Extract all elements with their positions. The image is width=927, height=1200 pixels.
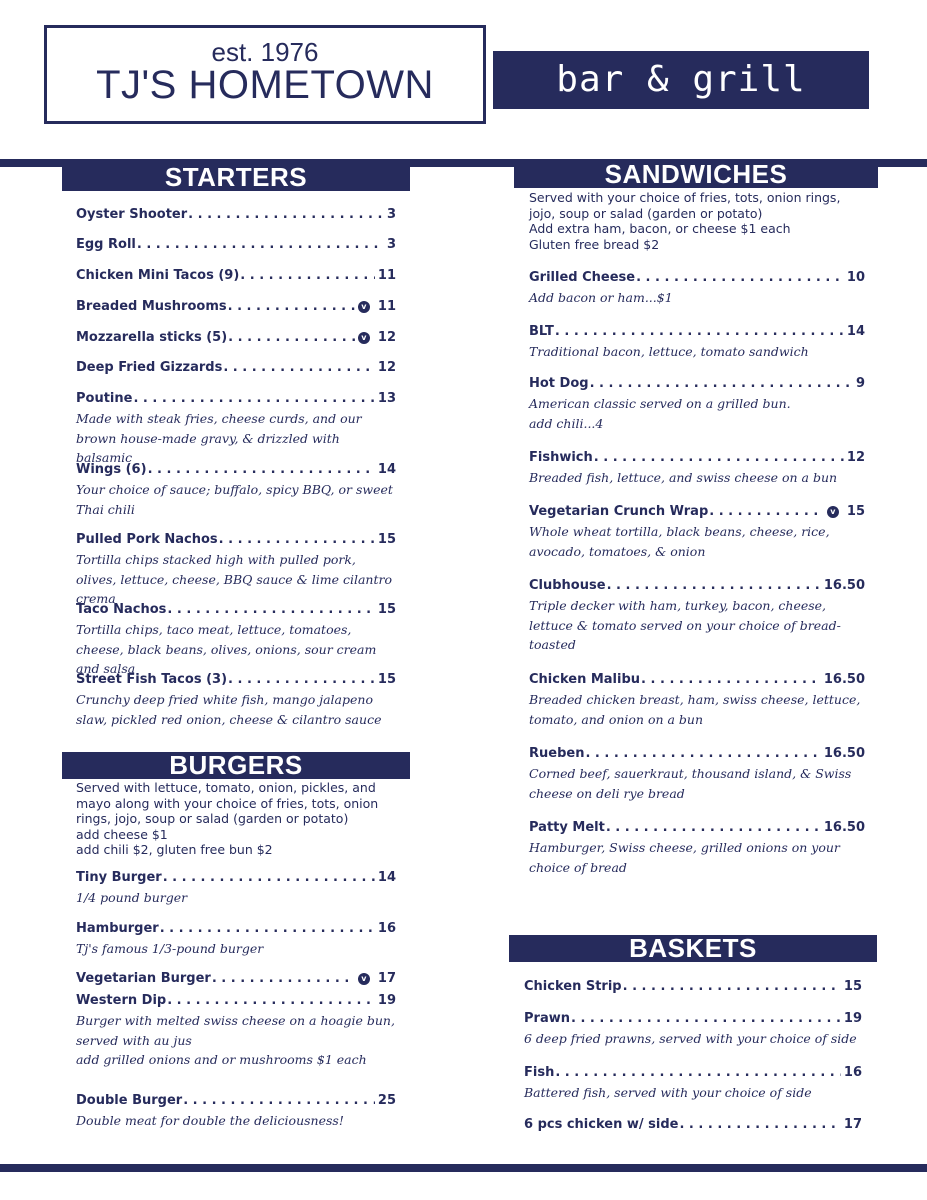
item-name: Western Dip — [76, 993, 167, 1008]
item-description — [76, 409, 396, 468]
baskets-item — [524, 979, 862, 995]
burgers-intro-line: Served with lettuce, tomato, onion, pickles, and — [76, 780, 376, 795]
item-price: 3 — [386, 237, 396, 252]
dot-leader — [163, 870, 375, 886]
menu-item-row — [529, 504, 865, 520]
menu-item-row — [529, 376, 865, 392]
item-description — [76, 888, 396, 908]
section-header-baskets: BASKETS — [509, 935, 877, 962]
item-name: Fishwich — [529, 450, 593, 465]
item-description — [76, 690, 396, 729]
dot-leader — [137, 237, 384, 253]
burgers-intro — [76, 780, 396, 858]
burgers-intro-line: rings, jojo, soup or salad (garden or potato) — [76, 811, 349, 826]
item-price: 15 — [846, 504, 865, 519]
starters-item — [76, 330, 396, 346]
baskets-item — [524, 1065, 862, 1103]
item-price: 17 — [377, 971, 396, 986]
item-price: 12 — [377, 360, 396, 375]
sandwiches-intro-line: Served with your choice of fries, tots, onion rings, — [529, 190, 841, 205]
section-header-starters: STARTERS — [62, 164, 410, 191]
burgers-item — [76, 870, 396, 908]
dot-leader — [679, 1117, 840, 1133]
item-price: 25 — [377, 1093, 396, 1108]
menu-item-row — [524, 1117, 862, 1133]
dot-leader — [183, 1093, 375, 1109]
item-name: Clubhouse — [529, 578, 606, 593]
starters-item — [76, 360, 396, 376]
menu-item-row — [76, 870, 396, 886]
item-name: Chicken Strip — [524, 979, 622, 994]
sandwiches-item — [529, 376, 865, 433]
item-price: 16.50 — [823, 672, 865, 687]
section-header-sandwiches: SANDWICHES — [514, 161, 878, 188]
tagline-banner: bar & grill — [493, 51, 869, 109]
dot-leader — [585, 746, 820, 762]
dot-leader — [228, 672, 375, 688]
menu-item-row — [529, 324, 865, 340]
item-name: Patty Melt — [529, 820, 605, 835]
description-line: Whole wheat tortilla, black beans, cheese, rice, avocado, tomatoes, & onion — [529, 524, 830, 559]
dot-leader — [160, 921, 375, 937]
dot-leader — [228, 299, 355, 315]
item-description — [529, 838, 865, 877]
item-description — [76, 1011, 396, 1070]
starters-item — [76, 268, 396, 284]
menu-item-row — [76, 268, 396, 284]
item-price: 16.50 — [823, 578, 865, 593]
menu-item-row — [76, 532, 396, 548]
menu-item-row — [529, 270, 865, 286]
burgers-intro-line: mayo along with your choice of fries, tots, onion — [76, 795, 379, 811]
item-price: 17 — [843, 1117, 862, 1132]
description-line: Your choice of sauce; buffalo, spicy BBQ, or sweet Thai chili — [76, 482, 393, 517]
menu-item-row — [76, 672, 396, 688]
item-name: Wings (6) — [76, 462, 147, 477]
description-line: Corned beef, sauerkraut, thousand island, & Swiss cheese on deli rye bread — [529, 766, 852, 801]
burgers-intro-line: add chili $2, gluten free bun $2 — [76, 842, 273, 857]
item-name: Street Fish Tacos (3) — [76, 672, 228, 687]
item-price: 3 — [386, 207, 396, 222]
dot-leader — [188, 207, 384, 223]
sandwiches-item — [529, 672, 865, 729]
description-line: 1/4 pound burger — [76, 890, 188, 905]
description-line: 6 deep fried prawns, served with your choice of side — [524, 1031, 857, 1046]
item-name: BLT — [529, 324, 554, 339]
item-name: Vegetarian Burger — [76, 971, 211, 986]
sandwiches-intro-line: jojo, soup or salad (garden or potato) — [529, 205, 763, 221]
item-name: Mozzarella sticks (5) — [76, 330, 228, 345]
item-price: 12 — [377, 330, 396, 345]
starters-item — [76, 391, 396, 468]
item-description — [524, 1029, 862, 1049]
item-name: Pulled Pork Nachos — [76, 532, 218, 547]
vegetarian-icon: v — [358, 973, 370, 985]
item-price: 16.50 — [823, 746, 865, 761]
item-price: 16.50 — [823, 820, 865, 835]
description-line: Tortilla chips stacked high with pulled pork, olives, lettuce, cheese, BBQ sauce & lime cilantro crema — [76, 552, 393, 606]
dot-leader — [228, 330, 355, 346]
item-price: 10 — [846, 270, 865, 285]
sandwiches-intro-line: Add extra ham, bacon, or cheese $1 each — [529, 221, 791, 236]
item-description — [529, 468, 865, 488]
baskets-item — [524, 1117, 862, 1133]
menu-item-row — [529, 578, 865, 594]
logo-box — [44, 25, 486, 124]
dot-leader — [133, 391, 374, 407]
menu-item-row — [76, 993, 396, 1009]
menu-item-row — [76, 360, 396, 376]
item-price: 15 — [377, 532, 396, 547]
item-name: Rueben — [529, 746, 585, 761]
burgers-item — [76, 971, 396, 987]
starters-item — [76, 299, 396, 315]
section-header-burgers: BURGERS — [62, 752, 410, 779]
description-line: Breaded fish, lettuce, and swiss cheese on a bun — [529, 470, 838, 485]
menu-item-row — [76, 299, 396, 315]
menu-item-row — [529, 672, 865, 688]
starters-item — [76, 532, 396, 609]
established-year: est. 1976 — [211, 37, 319, 67]
menu-item-row — [76, 330, 396, 346]
item-name: Tiny Burger — [76, 870, 162, 885]
menu-item-row — [76, 602, 396, 618]
starters-item — [76, 602, 396, 679]
item-price: 16 — [377, 921, 396, 936]
menu-item-row — [524, 1011, 862, 1027]
starters-item — [76, 207, 396, 223]
sandwiches-item — [529, 270, 865, 308]
item-price: 11 — [377, 299, 396, 314]
item-name: Oyster Shooter — [76, 207, 188, 222]
starters-item — [76, 462, 396, 519]
sandwiches-item — [529, 578, 865, 655]
burgers-intro-line: add cheese $1 — [76, 826, 168, 842]
dot-leader — [590, 376, 853, 392]
item-name: Hamburger — [76, 921, 159, 936]
item-name: Grilled Cheese — [529, 270, 636, 285]
item-description — [529, 764, 865, 803]
item-name: Breaded Mushrooms — [76, 299, 227, 314]
description-line: American classic served on a grilled bun. — [529, 396, 791, 411]
item-price: 16 — [843, 1065, 862, 1080]
item-name: Chicken Mini Tacos (9) — [76, 268, 240, 283]
item-price: 15 — [377, 602, 396, 617]
item-description — [76, 939, 396, 959]
sandwiches-item — [529, 820, 865, 877]
dot-leader — [606, 820, 821, 836]
item-description — [529, 596, 865, 655]
dot-leader — [167, 993, 375, 1009]
menu-item-row — [76, 207, 396, 223]
bottom-divider — [0, 1164, 927, 1172]
restaurant-name: TJ'S HOMETOWN — [96, 63, 434, 107]
dot-leader — [623, 979, 841, 995]
dot-leader — [219, 532, 375, 548]
item-description — [529, 342, 865, 362]
item-description — [529, 394, 865, 433]
item-name: Poutine — [76, 391, 133, 406]
menu-item-row — [76, 237, 396, 253]
item-price: 19 — [377, 993, 396, 1008]
dot-leader — [555, 1065, 841, 1081]
vegetarian-icon: v — [827, 506, 839, 518]
menu-item-row — [76, 921, 396, 937]
item-description — [529, 690, 865, 729]
description-line: Made with steak fries, cheese curds, and our brown house-made gravy, & drizzled with balsamic — [76, 411, 362, 465]
sandwiches-intro-line: Gluten free bread $2 — [529, 236, 660, 252]
description-line: Burger with melted swiss cheese on a hoagie bun, served with au jus — [76, 1013, 395, 1048]
item-description — [76, 620, 396, 679]
burgers-item — [76, 993, 396, 1070]
description-line: Tortilla chips, taco meat, lettuce, tomatoes, cheese, black beans, olives, onions, sour cream and salsa — [76, 622, 377, 676]
dot-leader — [167, 602, 374, 618]
description-line: Add bacon or ham...$1 — [529, 290, 673, 305]
vegetarian-icon: v — [358, 301, 370, 313]
item-description — [76, 480, 396, 519]
item-name: 6 pcs chicken w/ side — [524, 1117, 679, 1132]
menu-item-row — [76, 462, 396, 478]
item-price: 12 — [846, 450, 865, 465]
dot-leader — [555, 324, 844, 340]
item-price: 11 — [377, 268, 396, 283]
sandwiches-intro — [529, 190, 869, 252]
starters-item — [76, 237, 396, 253]
dot-leader — [636, 270, 844, 286]
item-name: Taco Nachos — [76, 602, 167, 617]
sandwiches-item — [529, 504, 865, 561]
dot-leader — [223, 360, 375, 376]
menu-item-row — [76, 971, 396, 987]
dot-leader — [571, 1011, 841, 1027]
item-description — [529, 288, 865, 308]
menu-item-row — [529, 746, 865, 762]
dot-leader — [641, 672, 821, 688]
burgers-item — [76, 921, 396, 959]
item-name: Deep Fried Gizzards — [76, 360, 223, 375]
item-name: Chicken Malibu — [529, 672, 641, 687]
baskets-item — [524, 1011, 862, 1049]
item-price: 14 — [377, 462, 396, 477]
item-price: 14 — [846, 324, 865, 339]
item-price: 15 — [843, 979, 862, 994]
dot-leader — [240, 268, 375, 284]
item-name: Egg Roll — [76, 237, 136, 252]
item-price: 13 — [377, 391, 396, 406]
burgers-item — [76, 1093, 396, 1131]
item-price: 14 — [377, 870, 396, 885]
dot-leader — [212, 971, 355, 987]
description-line: Crunchy deep fried white fish, mango jalapeno slaw, pickled red onion, cheese & cilantro sauce — [76, 692, 382, 727]
item-description — [76, 550, 396, 609]
sandwiches-item — [529, 450, 865, 488]
menu-item-row — [529, 450, 865, 466]
starters-item — [76, 672, 396, 729]
description-line: Traditional bacon, lettuce, tomato sandwich — [529, 344, 809, 359]
item-price: 9 — [855, 376, 865, 391]
sandwiches-item — [529, 746, 865, 803]
sandwiches-item — [529, 324, 865, 362]
description-line: Triple decker with ham, turkey, bacon, cheese, lettuce & tomato served on your choice of bread- toasted — [529, 598, 841, 652]
item-price: 19 — [843, 1011, 862, 1026]
description-line: Hamburger, Swiss cheese, grilled onions on your choice of bread — [529, 840, 840, 875]
menu-item-row — [76, 1093, 396, 1109]
item-name: Prawn — [524, 1011, 570, 1026]
item-name: Hot Dog — [529, 376, 589, 391]
dot-leader — [709, 504, 824, 520]
item-name: Fish — [524, 1065, 555, 1080]
item-name: Vegetarian Crunch Wrap — [529, 504, 709, 519]
vegetarian-icon: v — [358, 332, 370, 344]
description-line: Breaded chicken breast, ham, swiss cheese, lettuce, tomato, and onion on a bun — [529, 692, 861, 727]
dot-leader — [594, 450, 844, 466]
description-line: add grilled onions and or mushrooms $1 each — [76, 1052, 367, 1067]
item-name: Double Burger — [76, 1093, 183, 1108]
menu-item-row — [76, 391, 396, 407]
description-line: Tj's famous 1/3-pound burger — [76, 941, 264, 956]
menu-item-row — [524, 1065, 862, 1081]
description-line: add chili...4 — [529, 415, 604, 431]
menu-item-row — [524, 979, 862, 995]
menu-item-row — [529, 820, 865, 836]
item-price: 15 — [377, 672, 396, 687]
item-description — [76, 1111, 396, 1131]
dot-leader — [148, 462, 375, 478]
description-line: Battered fish, served with your choice of side — [524, 1085, 812, 1100]
description-line: Double meat for double the deliciousness! — [76, 1113, 344, 1128]
item-description — [529, 522, 865, 561]
dot-leader — [607, 578, 821, 594]
item-description — [524, 1083, 862, 1103]
